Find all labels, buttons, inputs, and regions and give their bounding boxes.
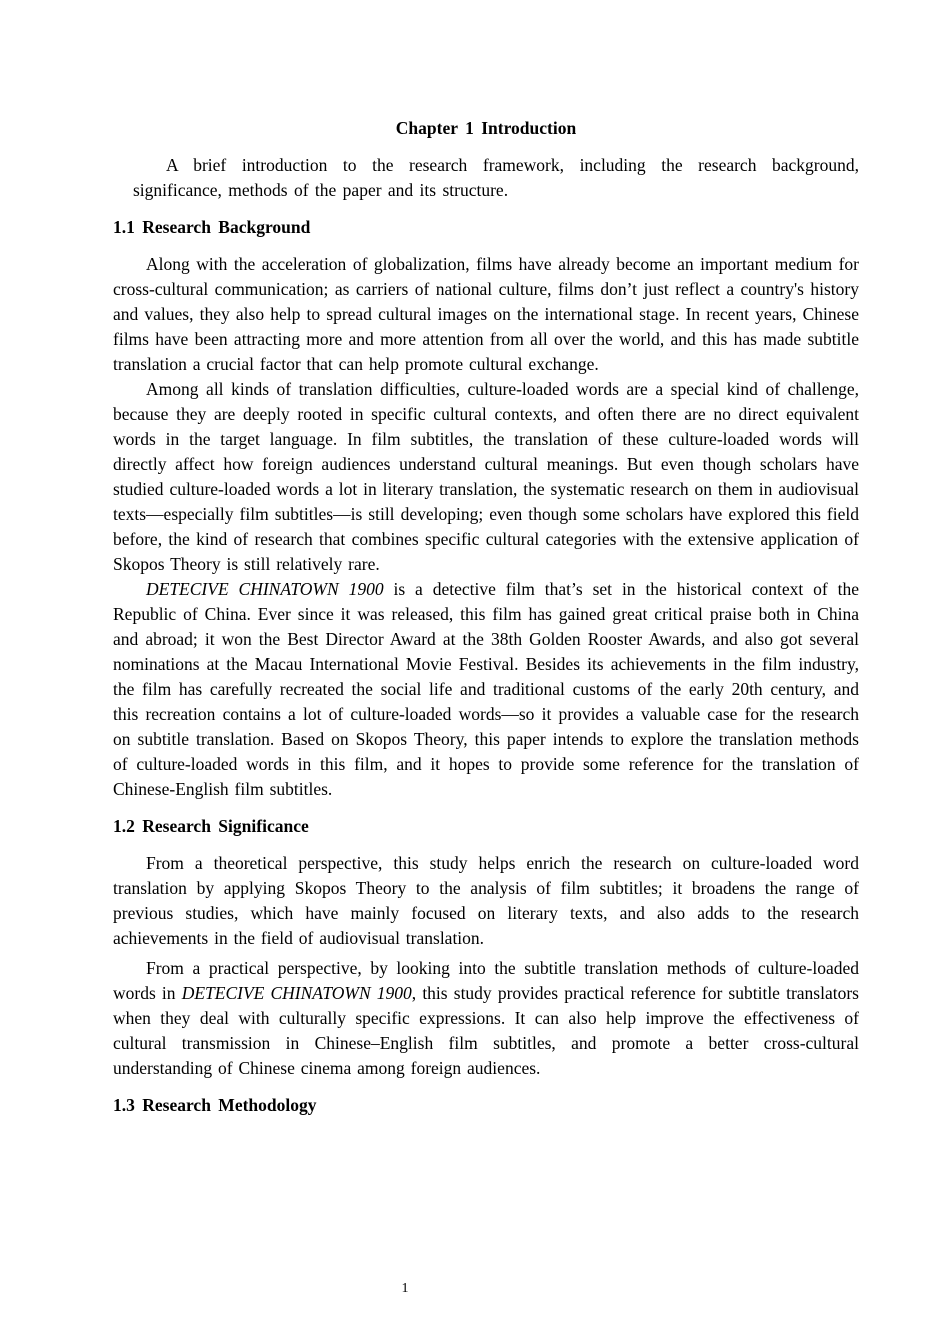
paragraph-significance-2-after: , this study provides practical reference for subtitle translators when they deal with culturally specific expressions. It can also help improve the effectiveness of cultural transmission in Chinese–English film subtitles, and promote a better cross-cultural understanding of Chinese cinema among foreign audiences.: [113, 983, 859, 1078]
paragraph-significance-2: [113, 956, 859, 1081]
paragraph-background-2: Among all kinds of translation difficulties, culture-loaded words are a special kind of challenge, because they are deeply rooted in specific cultural contexts, and often there are no direct equivalent words in the target language. In film subtitles, the translation of these culture-loaded words will directly affect how foreign audiences understand cultural meanings. But even though scholars have studied culture-loaded words a lot in literary translation, the systematic research on them in audiovisual texts—especially film subtitles—is still developing; even though some scholars have explored this field before, the kind of research that combines specific cultural categories with the extensive application of Skopos Theory is still relatively rare.: [113, 379, 859, 574]
section-heading-research-significance: 1.2 Research Significance: [113, 816, 309, 836]
film-title-italic: DETECIVE CHINATOWN 1900: [181, 983, 412, 1003]
chapter-abstract: A brief introduction to the research framework, including the research background, significance, methods of the paper and its structure.: [133, 155, 859, 200]
paragraph-significance-2-before: From a practical perspective, by looking into the subtitle translation methods of culture-loaded words in: [113, 958, 859, 1003]
chapter-title: Chapter 1 Introduction: [395, 118, 577, 138]
text-column: [113, 116, 859, 1130]
paragraph-significance-1: From a theoretical perspective, this study helps enrich the research on culture-loaded word translation by applying Skopos Theory to the analysis of film subtitles; it broadens the range of previous studies, which have mainly focused on literary texts, and also adds to the research achievements in the field of audiovisual translation.: [113, 853, 859, 948]
paragraph-background-3: [113, 577, 859, 802]
section-heading-research-background: 1.1 Research Background: [113, 217, 311, 237]
page-number: 1: [401, 1281, 409, 1296]
film-title-italic: DETECIVE CHINATOWN 1900: [146, 579, 384, 599]
section-heading-research-methodology: 1.3 Research Methodology: [113, 1095, 317, 1115]
paragraph-background-3-text: is a detective film that’s set in the historical context of the Republic of China. Ever since it was released, this film has gained great critical praise both in China and abroad; it won the Best Director Award at the 38th Golden Rooster Awards, and also got several nominations at the Macau International Movie Festival. Besides its achievements in the film industry, the film has carefully recreated the social life and traditional customs of the early 20th century, and this recreation contains a lot of culture-loaded words—so it provides a valuable case for the research on subtitle translation. Based on Skopos Theory, this paper intends to explore the translation methods of culture-loaded words in this film, and it hopes to provide some reference for the translation of Chinese-English film subtitles.: [113, 579, 859, 799]
paragraph-background-1: Along with the acceleration of globalization, films have already become an important medium for cross-cultural communication; as carriers of national culture, films don’t just reflect a country's history and values, they also help to spread cultural images on the international stage. In recent years, Chinese films have been attracting more and more attention from all over the world, and this has made subtitle translation a crucial factor that can help promote cultural exchange.: [113, 254, 859, 374]
